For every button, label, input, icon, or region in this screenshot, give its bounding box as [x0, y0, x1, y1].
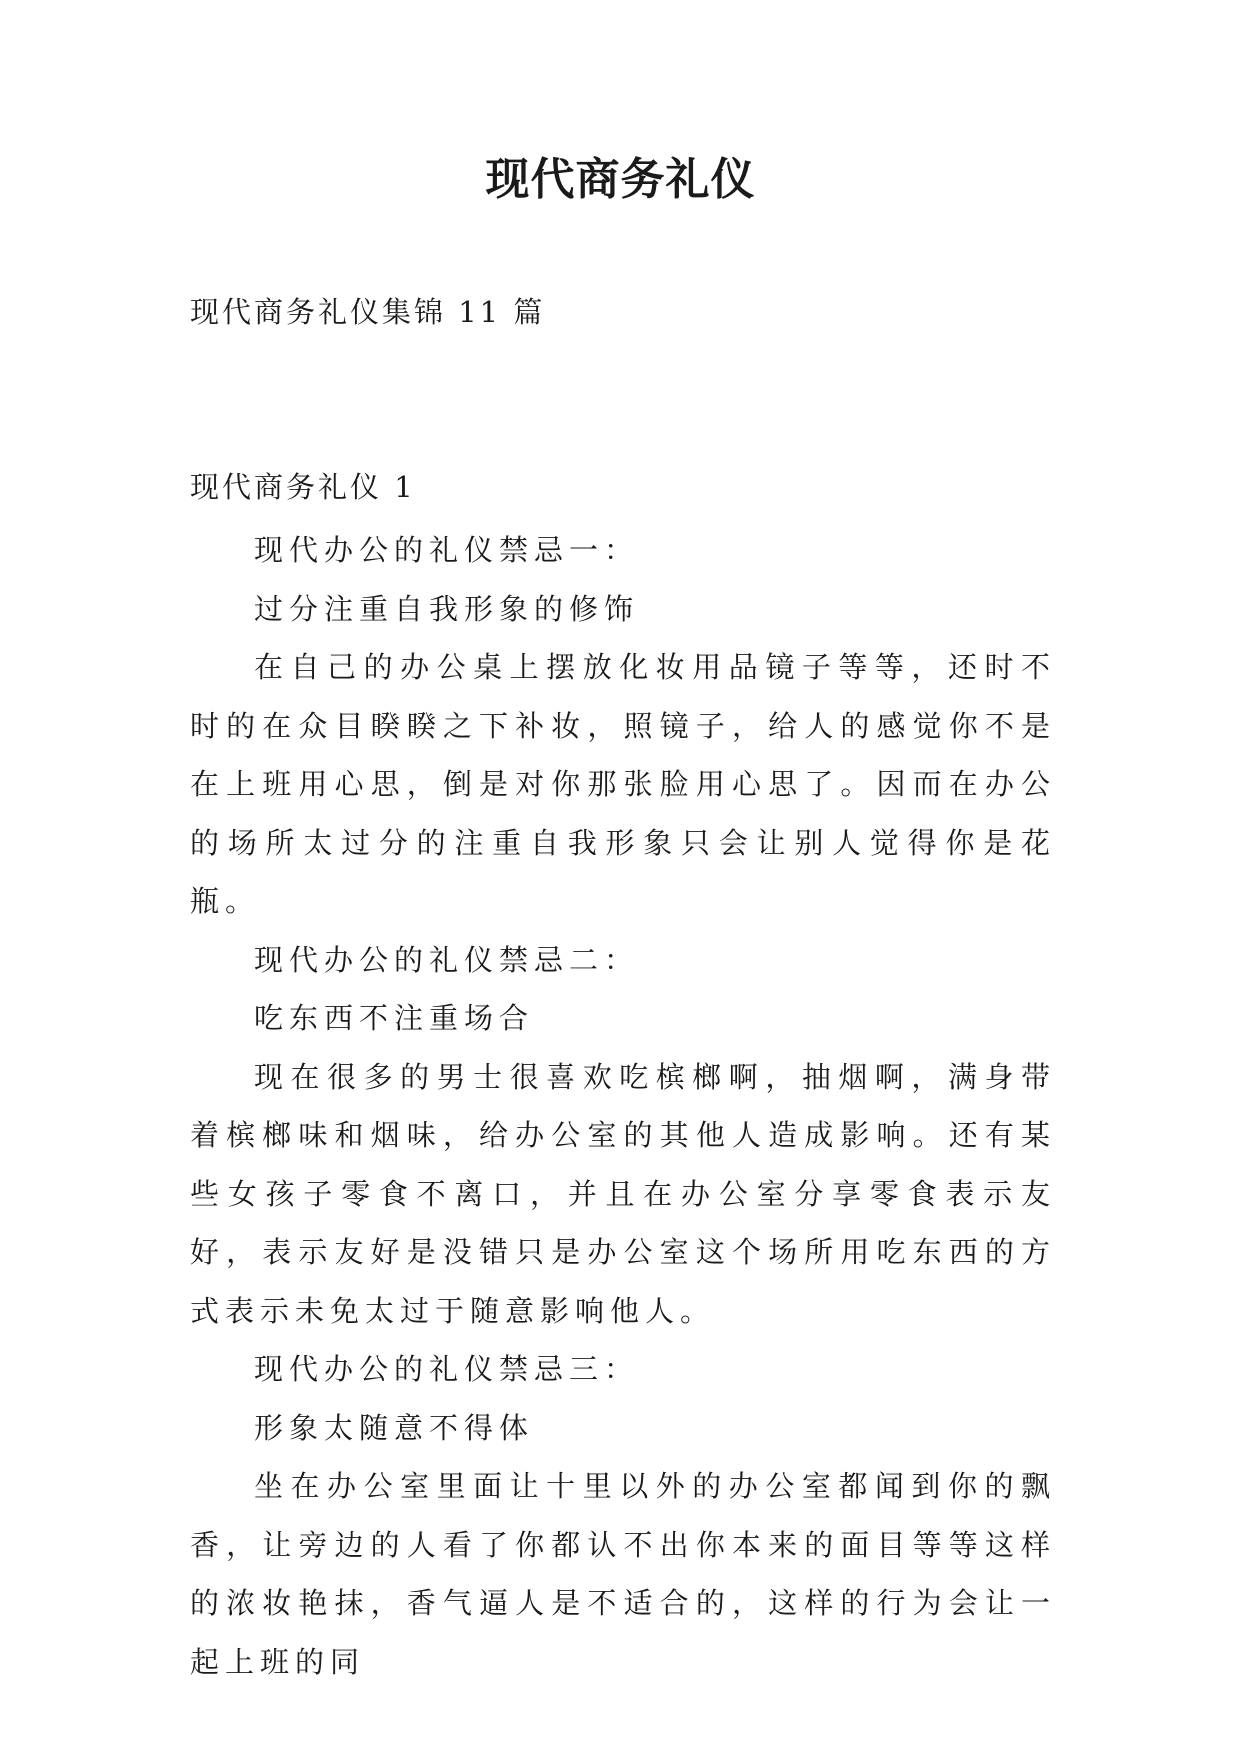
- paragraph: 坐在办公室里面让十里以外的办公室都闻到你的飘香，让旁边的人看了你都认不出你本来的面目等等这样的浓妆艳抹，香气逼人是不适合的，这样的行为会让一起上班的同: [190, 1469, 1056, 1679]
- paragraph: 现在很多的男士很喜欢吃槟榔啊，抽烟啊，满身带着槟榔味和烟味，给办公室的其他人造成影响。还有某些女孩子零食不离口，并且在办公室分享零食表示友好，表示友好是没错只是办公室这个场所用吃东西的方式表示未免太过于随意影响他人。: [190, 1059, 1056, 1328]
- paragraph: 吃东西不注重场合: [254, 1001, 535, 1035]
- paragraph: 在自己的办公桌上摆放化妆用品镜子等等，还时不时的在众目睽睽之下补妆，照镜子，给人的感觉你不是在上班用心思，倒是对你那张脸用心思了。因而在办公的场所太过分的注重自我形象只会让别人觉得你是花瓶。: [190, 650, 1056, 918]
- paragraph: 现代办公的礼仪禁忌三：: [254, 1352, 640, 1386]
- document-body: [190, 521, 1056, 1691]
- paragraph: 现代办公的礼仪禁忌二：: [254, 942, 640, 977]
- paragraph: 形象太随意不得体: [254, 1410, 535, 1445]
- section-heading: 现代商务礼仪 1: [190, 470, 416, 504]
- paragraph: 现代办公的礼仪禁忌一：: [254, 533, 640, 567]
- document-subtitle: 现代商务礼仪集锦 11 篇: [190, 295, 546, 329]
- document-title: 现代商务礼仪: [485, 154, 756, 205]
- paragraph: 过分注重自我形象的修饰: [254, 591, 640, 626]
